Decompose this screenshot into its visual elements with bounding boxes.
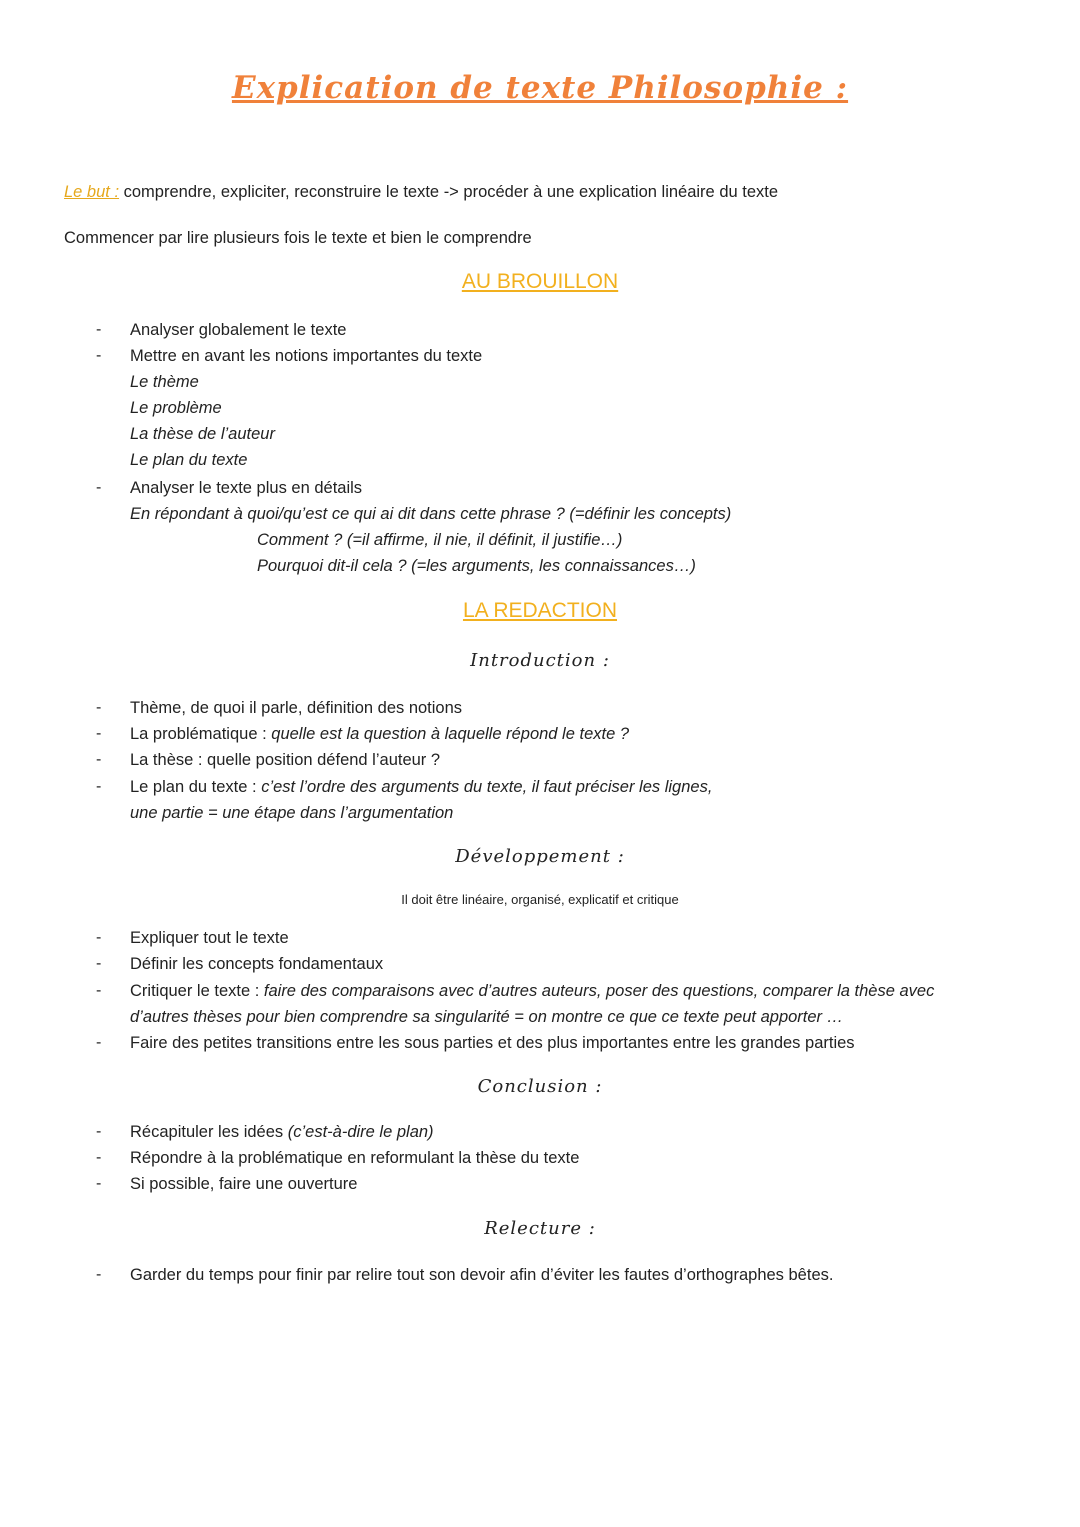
dev-item-3-label: Critiquer le texte : — [130, 982, 264, 1000]
developpement-note: Il doit être linéaire, organisé, explicatif et critique — [401, 892, 679, 907]
bullet-dash: - — [96, 1123, 102, 1140]
dev-item-3-text: faire des comparaisons avec d’autres auteurs, poser des questions, comparer la thèse avec — [263, 982, 935, 1000]
brouillon-item-1: Analyser globalement le texte — [130, 321, 347, 339]
concl-item-1-text: (c’est-à-dire le plan) — [287, 1123, 434, 1141]
bullet-dash: - — [96, 699, 102, 716]
intro-line: Commencer par lire plusieurs fois le texte et bien le comprendre — [64, 229, 532, 247]
bullet-dash: - — [96, 1149, 102, 1166]
subheading-relecture: Relecture : — [484, 1218, 596, 1239]
bullet-dash: - — [96, 982, 102, 999]
intro-item-3: La thèse : quelle position défend l’auteur ? — [130, 751, 441, 769]
brouillon-sub-item: La thèse de l’auteur — [130, 425, 275, 443]
dev-item-1: Expliquer tout le texte — [130, 929, 289, 947]
dev-item-4: Faire des petites transitions entre les sous parties et des plus importantes entre les grandes parties — [130, 1034, 855, 1052]
brouillon-question-1: En répondant à quoi/qu’est ce qui ai dit dans cette phrase ? (=définir les concepts) — [130, 505, 732, 523]
intro-item-4-text: c’est l’ordre des arguments du texte, il faut préciser les lignes, — [261, 778, 713, 796]
subheading-developpement: Développement : — [455, 846, 625, 867]
brouillon-item-2: Mettre en avant les notions importantes du texte — [130, 347, 483, 365]
intro-item-4 — [130, 778, 712, 797]
concl-item-1-label: Récapituler les idées — [130, 1123, 288, 1141]
bullet-dash: - — [96, 751, 102, 768]
brouillon-sub-item: Le problème — [130, 399, 222, 417]
bullet-dash: - — [96, 725, 102, 742]
subheading-introduction: Introduction : — [470, 650, 610, 671]
goal-text: comprendre, expliciter, reconstruire le texte -> procéder à une explication linéaire du texte — [119, 183, 779, 201]
intro-item-4-label: Le plan du texte : — [130, 778, 262, 796]
brouillon-sub-item: Le plan du texte — [130, 451, 248, 469]
dev-item-3-continued: d’autres thèses pour bien comprendre sa singularité = on montre ce que ce texte peut apporter … — [130, 1008, 844, 1026]
dev-item-2: Définir les concepts fondamentaux — [130, 955, 384, 973]
bullet-dash: - — [96, 321, 102, 338]
section-brouillon: AU BROUILLON — [461, 270, 619, 293]
intro-item-2-label: La problématique : — [130, 725, 272, 743]
bullet-dash: - — [96, 955, 102, 972]
brouillon-question-2: Comment ? (=il affirme, il nie, il définit, il justifie…) — [257, 531, 623, 549]
concl-item-1 — [130, 1123, 434, 1142]
bullet-dash: - — [96, 929, 102, 946]
page-title: Explication de texte Philosophie : — [231, 70, 849, 106]
relecture-item-1: Garder du temps pour finir par relire tout son devoir afin d’éviter les fautes d’orthographes bêtes. — [130, 1266, 834, 1284]
bullet-dash: - — [96, 1266, 102, 1283]
goal-line — [64, 183, 778, 202]
concl-item-3: Si possible, faire une ouverture — [130, 1175, 358, 1193]
intro-item-1: Thème, de quoi il parle, définition des notions — [130, 699, 463, 717]
bullet-dash: - — [96, 1175, 102, 1192]
bullet-dash: - — [96, 347, 102, 364]
intro-item-4-continued: une partie = une étape dans l’argumentation — [130, 804, 454, 822]
brouillon-question-3: Pourquoi dit-il cela ? (=les arguments, les connaissances…) — [257, 557, 696, 575]
intro-item-2-text: quelle est la question à laquelle répond le texte ? — [271, 725, 630, 743]
dev-item-3 — [130, 982, 934, 1001]
intro-item-2 — [130, 725, 629, 744]
section-redaction: LA REDACTION — [462, 599, 618, 622]
concl-item-2: Répondre à la problématique en reformulant la thèse du texte — [130, 1149, 580, 1167]
brouillon-item-3: Analyser le texte plus en détails — [130, 479, 363, 497]
bullet-dash: - — [96, 1034, 102, 1051]
goal-label: Le but : — [64, 183, 120, 201]
subheading-conclusion: Conclusion : — [477, 1076, 603, 1097]
bullet-dash: - — [96, 479, 102, 496]
brouillon-sub-item: Le thème — [130, 373, 199, 391]
bullet-dash: - — [96, 778, 102, 795]
